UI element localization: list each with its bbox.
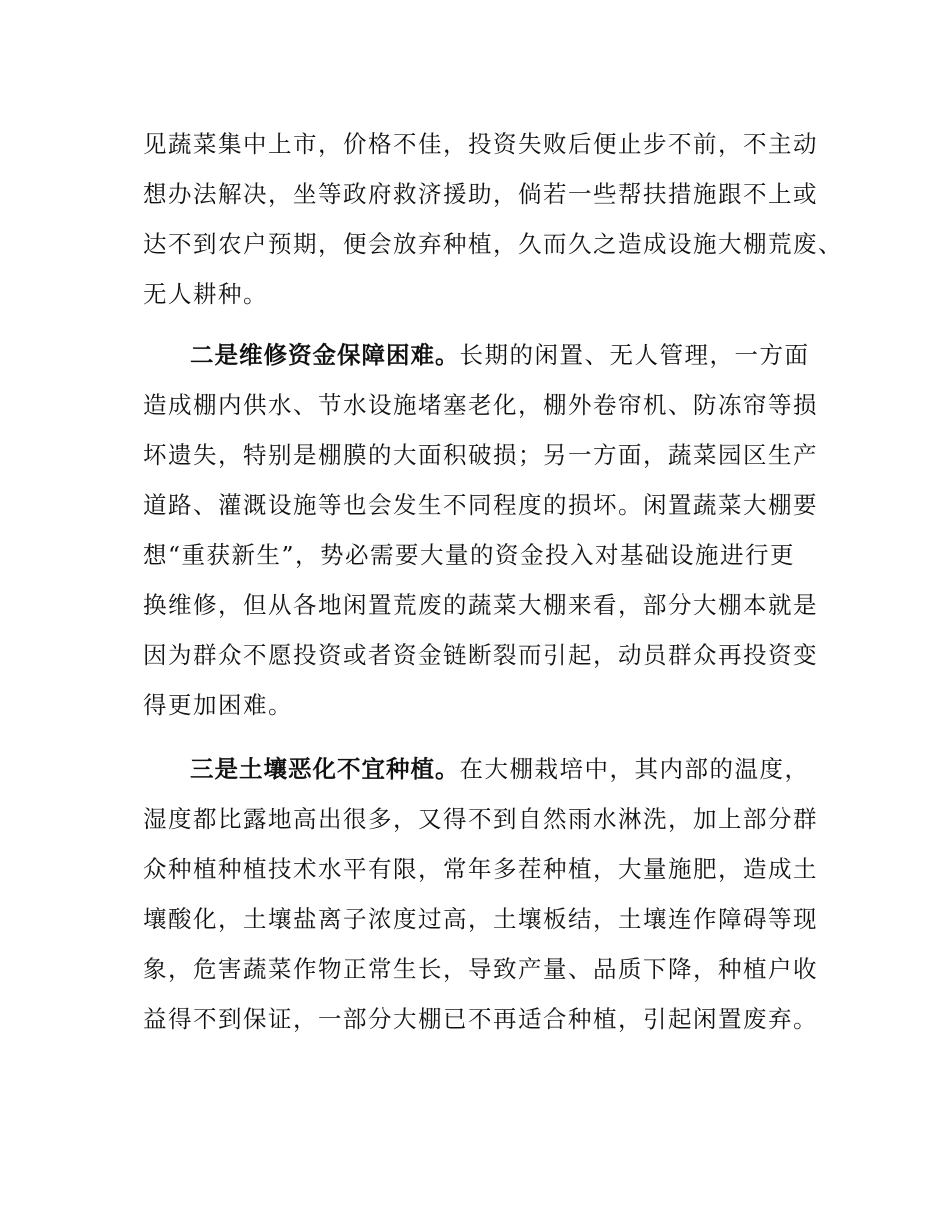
paragraph-2-line-4: 道路、灌溉设施等也会发生不同程度的损坏。闲置蔬菜大棚要 [143, 491, 818, 519]
paragraph-3-line-6: 益得不到保证，一部分大棚已不再适合种植，引起闲置废弃。 [143, 1005, 818, 1033]
paragraph-2-first-line-text: 长期的闲置、无人管理，一方面 [459, 341, 810, 369]
paragraph-3-line-2: 湿度都比露地高出很多，又得不到自然雨水淋洗，加上部分群 [143, 805, 818, 833]
paragraph-2-line-7: 因为群众不愿投资或者资金链断裂而引起，动员群众再投资变 [143, 641, 818, 669]
paragraph-1-line-3: 达不到农户预期，便会放弃种植，久而久之造成设施大棚荒废、 [143, 230, 843, 258]
paragraph-2-line-2: 造成棚内供水、节水设施堵塞老化，棚外卷帘机、防冻帘等损 [143, 391, 818, 419]
paragraph-3-first-line [190, 744, 890, 794]
paragraph-3-first-line-text: 在大棚栽培中，其内部的温度， [459, 755, 810, 783]
paragraph-2-line-6: 换维修，但从各地闲置荒废的蔬菜大棚来看，部分大棚本就是 [143, 591, 818, 619]
paragraph-1-line-2: 想办法解决，坐等政府救济援助，倘若一些帮扶措施跟不上或 [143, 180, 818, 208]
paragraph-2-line-8: 得更加困难。 [143, 691, 293, 719]
paragraph-3-line-3: 众种植种植技术水平有限，常年多茬种植，大量施肥，造成土 [143, 855, 818, 883]
paragraph-1-line-4: 无人耕种。 [143, 280, 268, 308]
paragraph-3-line-4: 壤酸化，土壤盐离子浓度过高，土壤板结，土壤连作障碍等现 [143, 905, 818, 933]
paragraph-1-line-1: 见蔬菜集中上市，价格不佳，投资失败后便止步不前，不主动 [143, 130, 818, 158]
paragraph-3-heading: 三是土壤恶化不宜种植。 [190, 755, 460, 783]
paragraph-2-line-5: 想“重获新生”，势必需要大量的资金投入对基础设施进行更 [143, 541, 796, 569]
paragraph-2-first-line [190, 330, 890, 380]
paragraph-3-line-5: 象，危害蔬菜作物正常生长，导致产量、品质下降，种植户收 [143, 955, 818, 983]
paragraph-2-heading: 二是维修资金保障困难。 [190, 341, 460, 369]
paragraph-2-line-3: 坏遗失，特别是棚膜的大面积破损；另一方面，蔬菜园区生产 [143, 441, 818, 469]
